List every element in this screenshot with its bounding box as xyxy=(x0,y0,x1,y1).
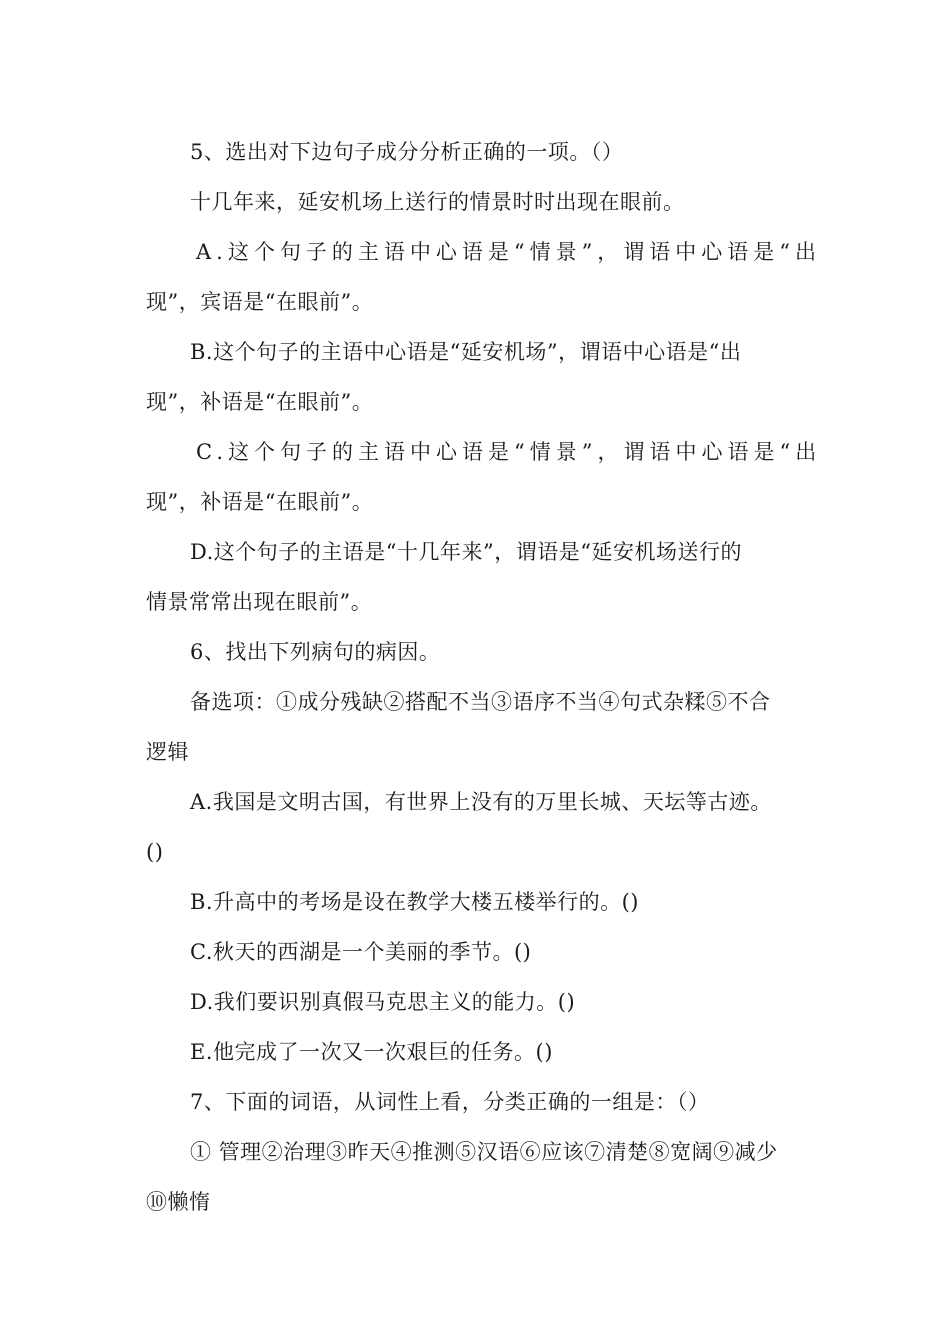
q6-item-c: C.秋天的西湖是一个美丽的季节。() xyxy=(190,940,532,964)
q5-option-b-line1: B.这个句子的主语中心语是“延安机场”，谓语中心语是“出 xyxy=(190,340,742,364)
q6-options-line2: 逻辑 xyxy=(146,740,189,764)
q6-options-line1: 备选项：①成分残缺②搭配不当③语序不当④句式杂糅⑤不合 xyxy=(190,690,771,714)
q5-option-d-line2: 情景常常出现在眼前”。 xyxy=(146,590,373,614)
q5-option-d-line1: D.这个句子的主语是“十几年来”，谓语是“延安机场送行的 xyxy=(190,540,742,564)
q6-item-e: E.他完成了一次又一次艰巨的任务。() xyxy=(190,1040,553,1064)
q5-option-c-line1: C.这个句子的主语中心语是“情景”，谓语中心语是“出 xyxy=(196,440,822,464)
q7-stem: 7、下面的词语，从词性上看，分类正确的一组是：（） xyxy=(190,1090,710,1114)
q6-item-a-line1: A.我国是文明古国，有世界上没有的万里长城、天坛等古迹。 xyxy=(190,790,772,814)
q6-item-a-line2: () xyxy=(146,840,164,864)
q5-option-b-line2: 现”，补语是“在眼前”。 xyxy=(146,390,374,414)
q5-option-c-line2: 现”，补语是“在眼前”。 xyxy=(146,490,374,514)
q6-item-d: D.我们要识别真假马克思主义的能力。() xyxy=(190,990,576,1014)
q5-sentence: 十几年来，延安机场上送行的情景时时出现在眼前。 xyxy=(190,190,685,214)
q6-item-b: B.升高中的考场是设在教学大楼五楼举行的。() xyxy=(190,890,639,914)
q5-option-a-line1: A.这个句子的主语中心语是“情景”，谓语中心语是“出 xyxy=(196,240,822,264)
q7-words-line1: ① 管理②治理③昨天④推测⑤汉语⑥应该⑦清楚⑧宽阔⑨减少 xyxy=(190,1140,778,1164)
q7-words-line2: ⑩懒惰 xyxy=(146,1190,211,1214)
q5-stem: 5、选出对下边句子成分分析正确的一项。（） xyxy=(190,140,624,164)
q5-option-a-line2: 现”，宾语是“在眼前”。 xyxy=(146,290,374,314)
q6-stem: 6、找出下列病句的病因。 xyxy=(190,640,441,664)
